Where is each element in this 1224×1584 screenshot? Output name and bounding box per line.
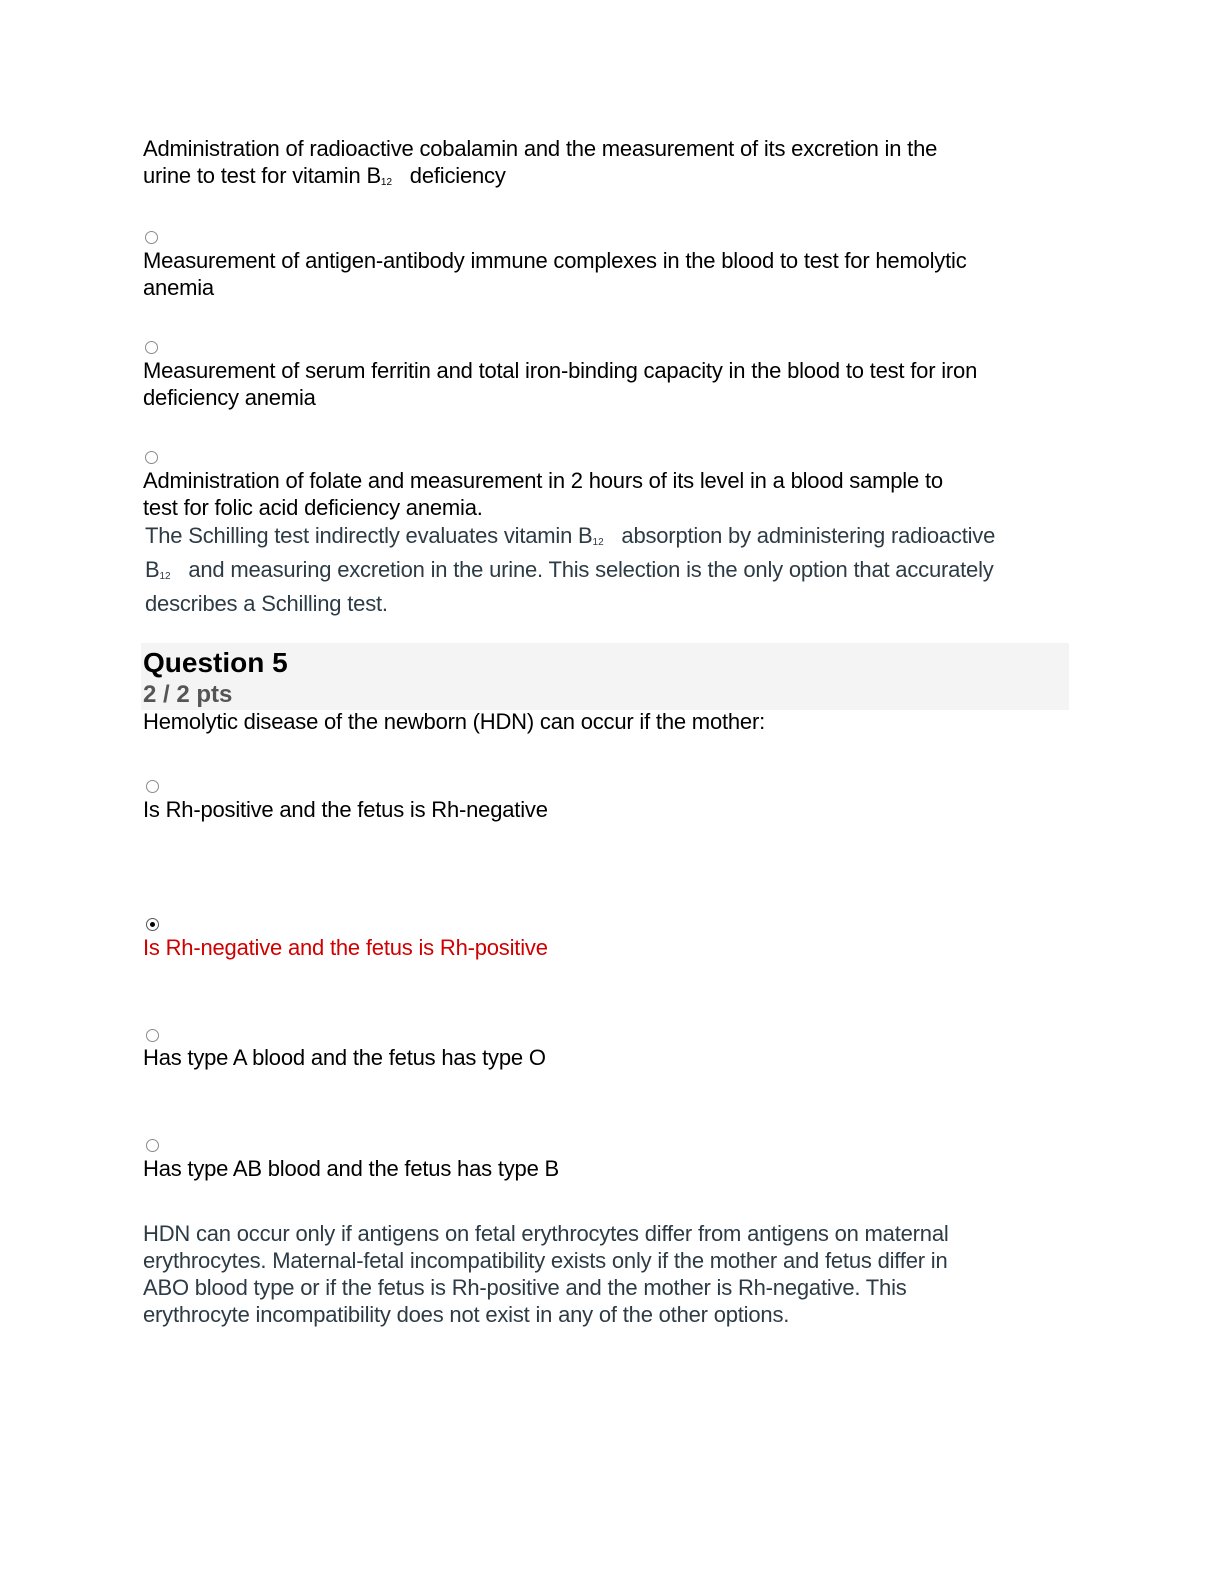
q5-option-4-radio[interactable] bbox=[146, 1139, 159, 1152]
question-5-prompt: Hemolytic disease of the newborn (HDN) can occur if the mother: bbox=[143, 709, 765, 734]
q4-option-a-line2: urine to test for vitamin $B_{12}$ deficiency bbox=[143, 163, 506, 188]
q4-option-a-text bbox=[143, 135, 937, 196]
q4-option-c-radio[interactable] bbox=[145, 341, 158, 354]
q5-option-3-text: Has type A blood and the fetus has type O bbox=[143, 1045, 546, 1070]
q5-feedback bbox=[143, 1220, 949, 1328]
q5-option-1-radio[interactable] bbox=[146, 780, 159, 793]
q4-feedback bbox=[145, 522, 995, 617]
question-title: Question 5 bbox=[143, 647, 288, 678]
q4-option-d-line1: Administration of folate and measurement in 2 hours of its level in a blood sample to bbox=[143, 468, 943, 493]
q4-option-c-text bbox=[143, 357, 977, 411]
q5-option-2-text: Is Rh-negative and the fetus is Rh-positive bbox=[143, 935, 548, 960]
q4-feedback-line3: describes a Schilling test. bbox=[145, 591, 388, 616]
q4-feedback-line1: The Schilling test indirectly evaluates vitamin $B_{12}$ absorption by administering radioactive bbox=[145, 523, 996, 548]
q5-option-3-radio[interactable] bbox=[146, 1029, 159, 1042]
q5-option-4-text: Has type AB blood and the fetus has type B bbox=[143, 1156, 559, 1181]
q4-option-c-line2: deficiency anemia bbox=[143, 385, 316, 410]
q4-option-c-line1: Measurement of serum ferritin and total iron-binding capacity in the blood to test for iron bbox=[143, 358, 978, 383]
q4-option-d-line2: test for folic acid deficiency anemia. bbox=[143, 495, 483, 520]
q5-feedback-line2: erythrocytes. Maternal-fetal incompatibility exists only if the mother and fetus differ in bbox=[143, 1248, 948, 1273]
q5-option-2-radio-selected[interactable] bbox=[146, 918, 159, 931]
q5-feedback-line4: erythrocyte incompatibility does not exist in any of the other options. bbox=[143, 1302, 790, 1327]
q4-option-b-radio[interactable] bbox=[145, 231, 158, 244]
q5-option-1-text: Is Rh-positive and the fetus is Rh-negative bbox=[143, 797, 548, 822]
q4-option-b-line2: anemia bbox=[143, 275, 214, 300]
q5-feedback-line3: ABO blood type or if the fetus is Rh-positive and the mother is Rh-negative. This bbox=[143, 1275, 907, 1300]
question-5-header bbox=[141, 643, 1069, 710]
q4-option-d-radio[interactable] bbox=[145, 451, 158, 464]
q4-feedback-line2: $B_{12}$ and measuring excretion in the urine. This selection is the only option that accurately bbox=[145, 557, 994, 582]
q4-option-b-line1: Measurement of antigen-antibody immune complexes in the blood to test for hemolytic bbox=[143, 248, 967, 273]
q5-feedback-line1: HDN can occur only if antigens on fetal erythrocytes differ from antigens on maternal bbox=[143, 1221, 949, 1246]
q4-option-a-line1: Administration of radioactive cobalamin and the measurement of its excretion in the bbox=[143, 136, 938, 161]
q4-option-d-text bbox=[143, 467, 943, 521]
question-points: 2 / 2 pts bbox=[143, 681, 233, 708]
q4-option-b-text bbox=[143, 247, 967, 301]
